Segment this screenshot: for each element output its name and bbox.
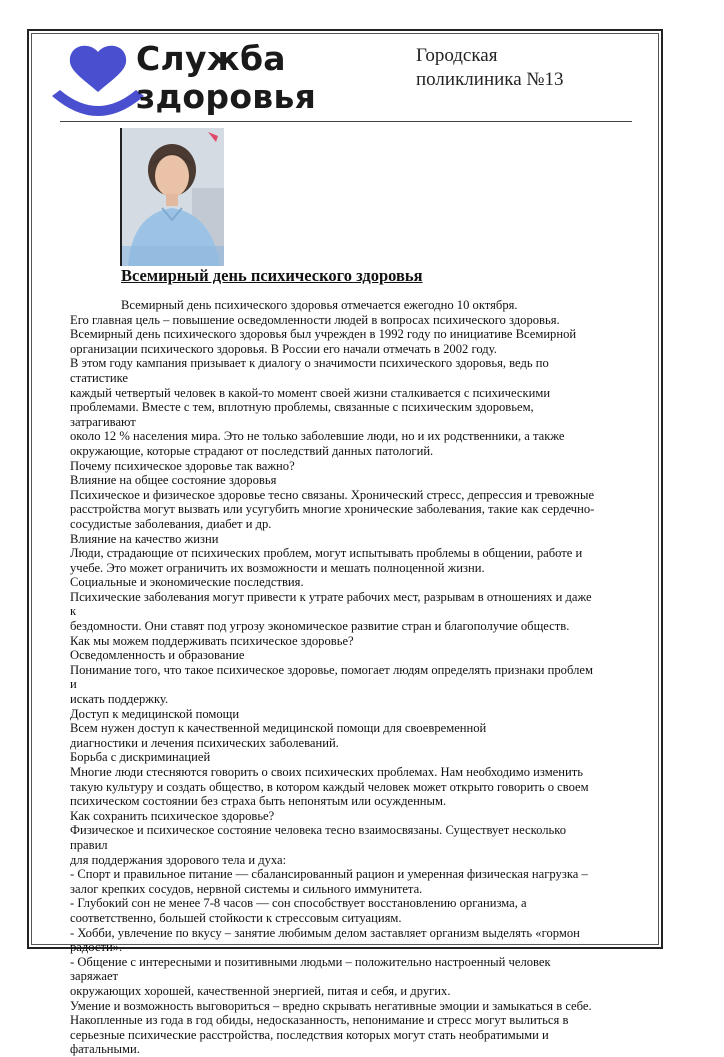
article-line: залог крепких сосудов, нервной системы и сильного иммунитета. xyxy=(70,881,423,896)
article-line: - Глубокий сон не менее 7-8 часов — сон способствует восстановлению организма, а xyxy=(70,896,527,911)
article-line: Влияние на качество жизни xyxy=(70,531,219,546)
article-line: для поддержания здорового тела и духа: xyxy=(70,852,287,867)
article-line: Физическое и психическое состояние человека тесно взаимосвязаны. Существует несколько правил xyxy=(70,823,567,852)
article-line: учебе. Это может ограничить их возможности и мешать полноценной жизни. xyxy=(70,560,485,575)
article-line: серьезные психические расстройства, последствия которых могут стать необратимыми и xyxy=(70,1027,549,1042)
article-line: радости». xyxy=(70,940,123,955)
article-title: Всемирный день психического здоровья xyxy=(121,266,423,285)
portrait-illustration-icon xyxy=(122,128,224,266)
article-line: Всем нужен доступ к качественной медицинской помощи для своевременной xyxy=(70,721,487,736)
article-line: Его главная цель – повышение осведомленности людей в вопросах психического здоровья. xyxy=(70,312,560,327)
clinic-name xyxy=(416,44,564,92)
logo-line-2: здоровья xyxy=(136,77,317,116)
article-line: проблемами. Вместе с тем, вплотную проблемы, связанные с психическим здоровьем, затрагивают xyxy=(70,400,534,429)
article-line: - Общение с интересными и позитивными людьми – положительно настроенный человек заряжает xyxy=(70,954,551,984)
article-line: Влияние на общее состояние здоровья xyxy=(70,473,277,488)
article-line: Борьба с дискриминацией xyxy=(70,750,211,765)
logo-line-1: Служба xyxy=(136,39,286,78)
article-line: Накопленные из года в год обиды, недосказанность, непонимание и стресс могут вылиться в xyxy=(70,1013,569,1028)
author-photo xyxy=(120,128,224,266)
article-body xyxy=(70,298,600,1057)
article-line: Понимание того, что такое психическое здоровье, помогает людям определять признаки проблем и xyxy=(70,662,593,692)
article-line: Осведомленность и образование xyxy=(70,648,245,663)
article-line: организации психического здоровья. В России его начали отмечать в 2002 году. xyxy=(70,341,497,356)
article-line: соответственно, большей стойкости к стрессовым ситуациям. xyxy=(70,910,402,925)
article-line: Умение и возможность выговориться – вредно скрывать негативные эмоции и замыкаться в себе. xyxy=(70,998,592,1013)
article-line: психическом состоянии без страха быть непонятым или осужденным. xyxy=(70,794,447,809)
article-line: Почему психическое здоровье так важно? xyxy=(70,458,295,473)
article-line: около 12 % населения мира. Это не только заболевшие люди, но и их родственники, а также xyxy=(70,429,565,444)
article-line: В этом году кампания призывает к диалогу о значимости психического здоровья, ведь по статистике xyxy=(70,356,549,385)
article-line: Всемирный день психического здоровья был учрежден в 1992 году по инициативе Всемирной xyxy=(70,327,577,342)
logo-wordmark xyxy=(136,40,316,116)
clinic-line-2: поликлиника №13 xyxy=(416,69,564,90)
article-line: Социальные и экономические последствия. xyxy=(70,575,304,590)
article-line: - Спорт и правильное питание — сбалансированный рацион и умеренная физическая нагрузка – xyxy=(70,867,588,882)
article-line: Как сохранить психическое здоровье? xyxy=(70,808,275,823)
article-line: Психическое и физическое здоровье тесно связаны. Хронический стресс, депрессия и тревожные xyxy=(70,487,595,502)
article-line: Доступ к медицинской помощи xyxy=(70,706,240,721)
article-line: каждый четвертый человек в какой-то момент своей жизни сталкивается с психическими xyxy=(70,385,551,400)
article-line: искать поддержку. xyxy=(70,692,169,707)
article-line: Всемирный день психического здоровья отмечается ежегодно 10 октября. xyxy=(121,298,518,312)
article-line: Многие люди стесняются говорить о своих психических проблемах. Нам необходимо изменить xyxy=(70,765,583,779)
article-line: - Хобби, увлечение по вкусу – занятие любимым делом заставляет организм выделять «гормон xyxy=(70,925,580,940)
article-line: окружающих хорошей, качественной энергией, питая и себя, и других. xyxy=(70,983,451,998)
article-line: фатальными. xyxy=(70,1042,140,1057)
article-line: Как мы можем поддерживать психическое здоровье? xyxy=(70,633,354,648)
article-line: Люди, страдающие от психических проблем, могут испытывать проблемы в общении, работе и xyxy=(70,546,583,561)
article-line: сосудистые заболевания, диабет и др. xyxy=(70,516,272,531)
header-divider xyxy=(60,121,632,122)
article-line: Психические заболевания могут привести к утрате рабочих мест, разрывам в отношениях и даже к xyxy=(70,589,592,619)
article-line: такую культуру и создать общество, в котором каждый человек может открыто говорить о своем xyxy=(70,779,589,794)
article-line: бездомности. Они ставят под угрозу экономическое развитие стран и благополучие обществ. xyxy=(70,619,570,634)
article-line: расстройства могут вызвать или усугубить многие хронические заболевания, такие как сердечно- xyxy=(70,502,595,517)
article-line: диагностики и лечения психических заболеваний. xyxy=(70,735,339,750)
article-line: окружающие, которые страдают от последствий данных патологий. xyxy=(70,443,434,458)
clinic-line-1: Городская xyxy=(416,45,498,66)
